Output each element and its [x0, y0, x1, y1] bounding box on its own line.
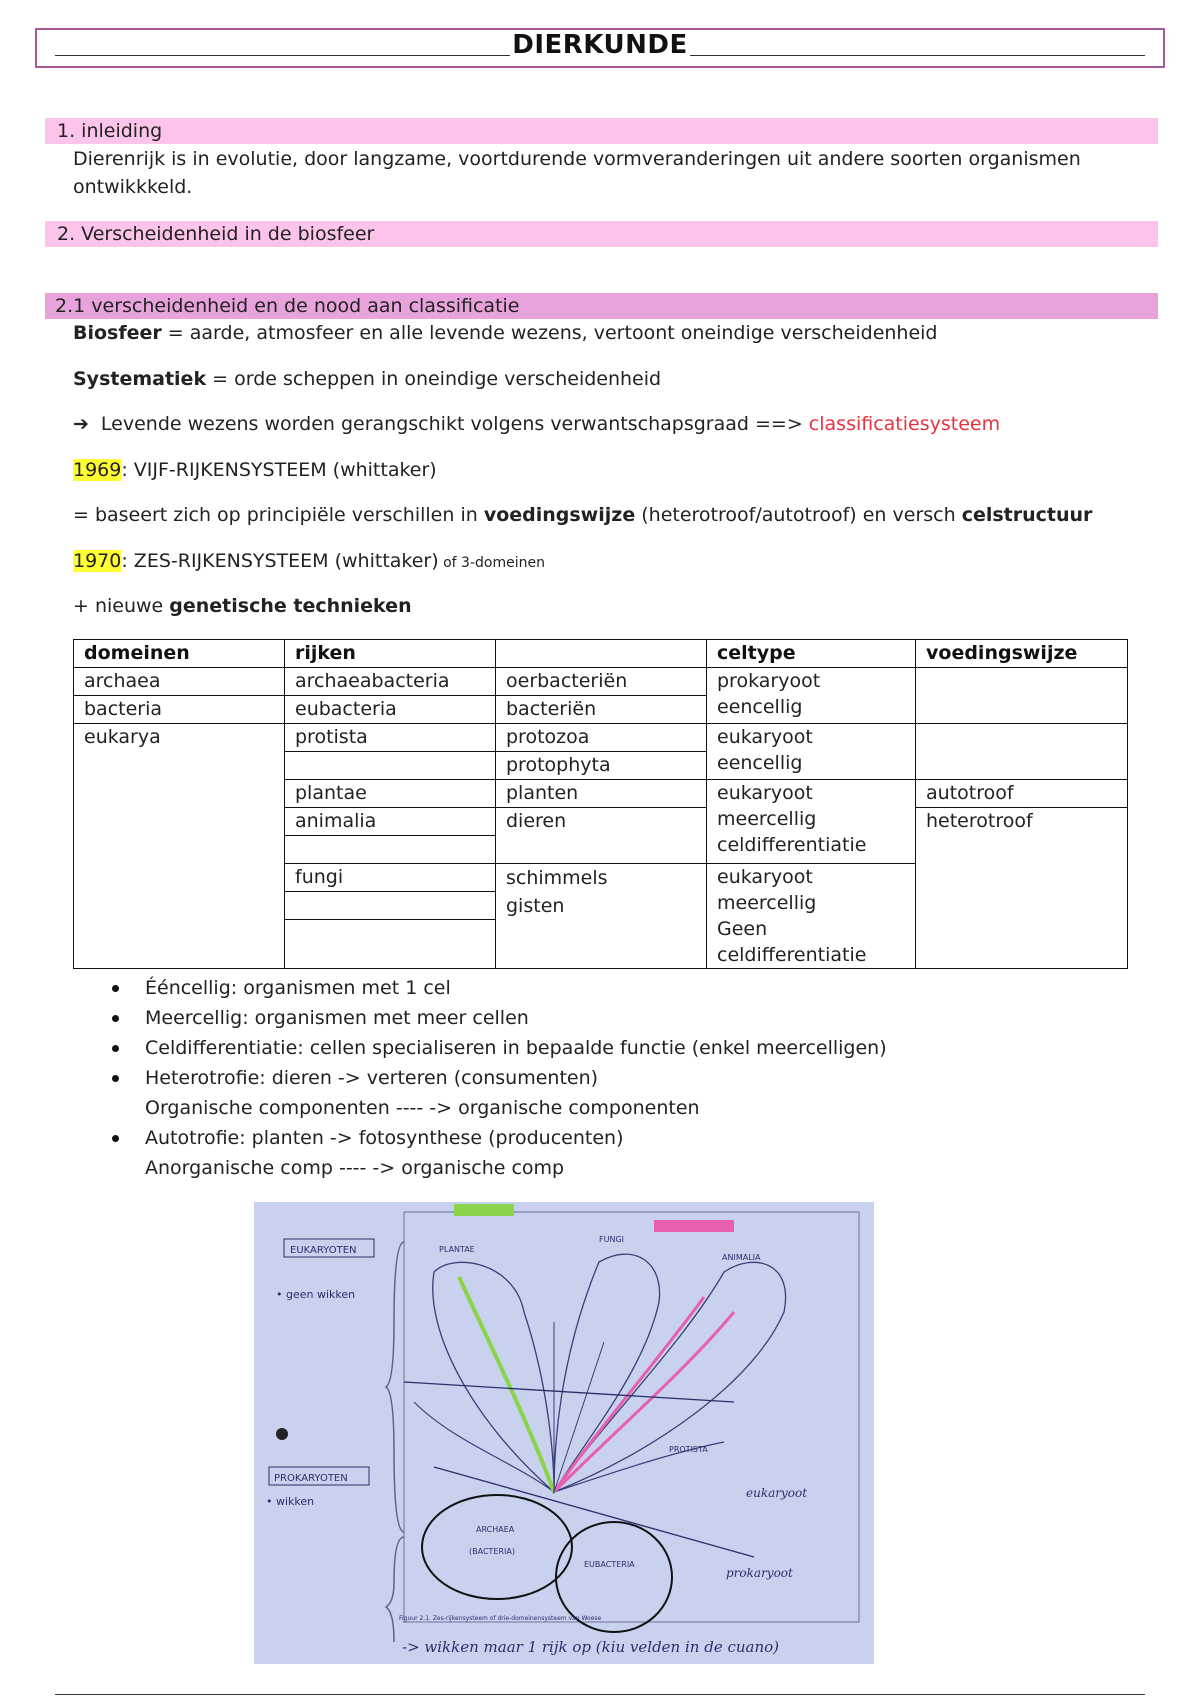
celstructuur-term: celstructuur: [961, 504, 1093, 526]
eukaryoten-label: EUKARYOTEN: [290, 1245, 357, 1256]
wikken-note: • wikken: [266, 1495, 315, 1508]
classification-table: [73, 639, 1128, 969]
systematiek-def: = orde scheppen in oneindige verscheidenheid: [206, 368, 662, 390]
bullet-subtext: Anorganische comp ---- -> organische comp: [145, 1157, 565, 1179]
bullet-icon: [112, 985, 119, 992]
drie-domeinen-text: of 3-domeinen: [438, 555, 545, 571]
schimmels-text: schimmels: [506, 867, 608, 889]
biosfeer-definition: [73, 319, 938, 347]
bullet-text: Heterotrofie: dieren -> verteren (consumenten): [145, 1067, 599, 1089]
animalia-label: ANIMALIA: [722, 1253, 761, 1262]
celtype-eencellig: eencellig: [717, 696, 803, 718]
bullet-text: Autotrofie: planten -> fotosynthese (producenten): [145, 1127, 624, 1149]
levende-text: Levende wezens worden gerangschikt volgens verwantschapsgraad ==>: [100, 413, 809, 435]
tree-of-life-photo: [254, 1202, 874, 1664]
cell-eubacteria: eubacteria: [285, 696, 496, 724]
cell-eukaryoot-geen-celdiff: [707, 864, 916, 969]
arrow-icon: ➔: [73, 413, 89, 435]
pink-highlight: [654, 1220, 734, 1232]
inleiding-line-1: Dierenrijk is in evolutie, door langzame, voortdurende vormveranderingen uit andere soorten organismen: [73, 148, 1081, 170]
protista-label: PROTISTA: [669, 1445, 708, 1454]
page-title: DIERKUNDE: [512, 30, 688, 60]
table-row: [74, 724, 1128, 752]
cell-planten: planten: [496, 780, 707, 808]
cell-blank: [285, 752, 496, 780]
cell-plantae: plantae: [285, 780, 496, 808]
bacteria-label: (BACTERIA): [469, 1547, 515, 1556]
bullet-text: Celdifferentiatie: cellen specialiseren in bepaalde functie (enkel meercelligen): [145, 1037, 887, 1059]
eukaryoot-note: eukaryoot: [746, 1486, 808, 1500]
year-1970: 1970: [73, 550, 122, 572]
baseert-c: (heterotroof/autotroof) en versch: [635, 504, 962, 526]
photo-paper: [254, 1202, 874, 1664]
list-item: [100, 1033, 887, 1063]
list-item: [100, 973, 887, 1003]
zes-rijken-text: : ZES-RIJKENSYSTEEM (whittaker): [121, 550, 439, 572]
bullet-icon: [112, 1075, 119, 1082]
header-blank: [496, 640, 707, 668]
nieuwe-line: [73, 592, 412, 620]
year-1969: 1969: [73, 459, 122, 481]
archaea-label: ARCHAEA: [476, 1525, 515, 1534]
celtype-celdifferentiatie: celdifferentiatie: [717, 944, 867, 966]
plantae-label: PLANTAE: [439, 1245, 475, 1254]
cell-eukaryoot-eencellig: [707, 724, 916, 780]
cell-eukaryoot-meercellig: [707, 780, 916, 864]
bullet-text: Ééncellig: organismen met 1 cel: [145, 977, 451, 999]
cell-bacteria: bacteria: [74, 696, 285, 724]
bullet-text: Meercellig: organismen met meer cellen: [145, 1007, 529, 1029]
cell-prokaryoot-eencellig: [707, 668, 916, 724]
list-item: [100, 1123, 887, 1183]
celtype-eukaryoot: eukaryoot: [717, 726, 813, 748]
geen-wikken-note: • geen wikken: [276, 1288, 356, 1301]
list-item: [100, 1003, 887, 1033]
table-row: [74, 668, 1128, 696]
fungi-label: FUNGI: [599, 1235, 624, 1244]
celtype-eencellig: eencellig: [717, 752, 803, 774]
vijf-rijken-text: : VIJF-RIJKENSYSTEEM (whittaker): [121, 459, 437, 481]
nieuwe-text: + nieuwe: [73, 595, 170, 617]
celtype-meercellig: meercellig: [717, 892, 817, 914]
cell-archaeabacteria: archaeabacteria: [285, 668, 496, 696]
cell-bacterien: bacteriën: [496, 696, 707, 724]
cell-protophyta: protophyta: [496, 752, 707, 780]
header-voedingswijze: voedingswijze: [916, 640, 1128, 668]
cell-archaea: archaea: [74, 668, 285, 696]
celtype-meercellig: meercellig: [717, 808, 817, 830]
celtype-geen: Geen: [717, 918, 768, 940]
cell-protista: protista: [285, 724, 496, 752]
systematiek-term: Systematiek: [73, 368, 207, 390]
prokaryoten-label: PROKARYOTEN: [274, 1473, 348, 1484]
celtype-prokaryoot: prokaryoot: [717, 670, 821, 692]
cell-heterotroof: heterotroof: [916, 808, 1128, 969]
cell-voeding-empty-2: [916, 724, 1128, 780]
table-header-row: [74, 640, 1128, 668]
biosfeer-term: Biosfeer: [73, 322, 162, 344]
cell-autotroof: autotroof: [916, 780, 1128, 808]
cell-blank: [285, 836, 496, 864]
binder-hole: [276, 1428, 288, 1440]
header-domeinen: domeinen: [74, 640, 285, 668]
cell-schimmels-gisten: [496, 864, 707, 969]
bullet-icon: [112, 1135, 119, 1142]
celtype-eukaryoot: eukaryoot: [717, 866, 813, 888]
bullet-icon: [112, 1015, 119, 1022]
header-rijken: rijken: [285, 640, 496, 668]
genetische-technieken-term: genetische technieken: [169, 595, 412, 617]
section-heading-inleiding: 1. inleiding: [45, 118, 1158, 144]
voedingswijze-term: voedingswijze: [483, 504, 636, 526]
baseert-a: = baseert zich op principiële verschillen in: [73, 504, 484, 526]
eubacteria-label: EUBACTERIA: [584, 1560, 635, 1569]
gisten-text: gisten: [506, 895, 565, 917]
cell-fungi: fungi: [285, 864, 496, 892]
bullet-subtext: Organische componenten ---- -> organische componenten: [145, 1097, 700, 1119]
section-heading-classificatie: 2.1 verscheidenheid en de nood aan classificatie: [45, 293, 1158, 319]
section-heading-verscheidenheid: 2. Verscheidenheid in de biosfeer: [45, 221, 1158, 247]
celtype-eukaryoot: eukaryoot: [717, 782, 813, 804]
inleiding-line-2: ontwikkkeld.: [73, 176, 193, 198]
bullet-icon: [112, 1045, 119, 1052]
cell-animalia: animalia: [285, 808, 496, 836]
levende-wezens-line: [73, 410, 1000, 438]
header-celtype: celtype: [707, 640, 916, 668]
cell-eukarya: eukarya: [74, 724, 285, 969]
systematiek-definition: [73, 365, 661, 393]
cell-blank: [285, 920, 496, 969]
handwritten-note: -> wikken maar 1 rijk op (kiu velden in de cuano): [402, 1638, 780, 1656]
definitions-list: [100, 973, 887, 1183]
year-1969-line: [73, 456, 437, 484]
cell-oerbacterien: oerbacteriën: [496, 668, 707, 696]
cell-dieren: dieren: [496, 808, 707, 864]
cell-blank: [285, 892, 496, 920]
cell-voeding-empty-1: [916, 668, 1128, 724]
cell-protozoa: protozoa: [496, 724, 707, 752]
baseert-line: [73, 501, 1092, 529]
celtype-celdifferentiatie: celdifferentiatie: [717, 834, 867, 856]
classificatiesysteem-term: classificatiesysteem: [808, 413, 1001, 435]
green-highlight: [454, 1204, 514, 1216]
list-item: [100, 1063, 887, 1123]
page-bottom-rule: [55, 1694, 1145, 1695]
figure-caption: Figuur 2.1. Zes-rijkensysteem of drie-domeinensysteem van Woese: [399, 1615, 602, 1622]
prokaryoot-note: prokaryoot: [726, 1566, 793, 1580]
biosfeer-def: = aarde, atmosfeer en alle levende wezens, vertoont oneindige verscheidenheid: [161, 322, 938, 344]
year-1970-line: [73, 547, 545, 577]
